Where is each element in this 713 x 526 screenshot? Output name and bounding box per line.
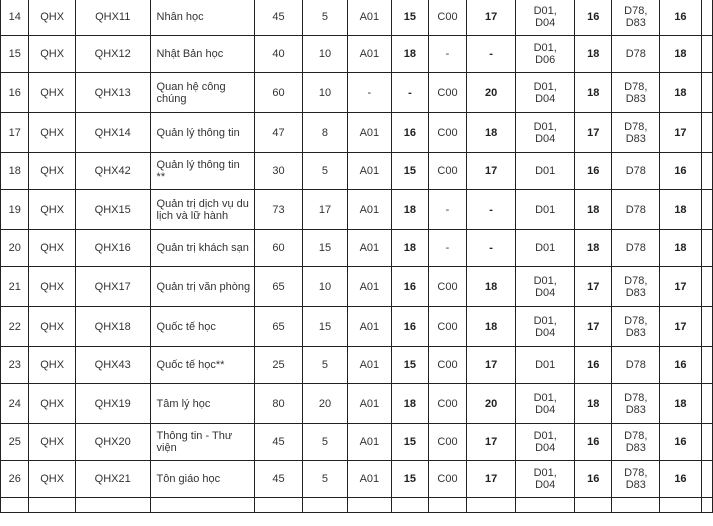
school-code-cell: QHX bbox=[29, 153, 75, 190]
major-name-cell: Quốc tế học bbox=[150, 307, 254, 347]
subject-group-2-cell: C00 bbox=[428, 384, 466, 424]
subject-group-4-cell: D78 bbox=[612, 36, 660, 73]
subject-group-1-cell: A01 bbox=[347, 347, 391, 384]
empty-cell bbox=[29, 498, 75, 513]
score-4-cell: 17 bbox=[660, 307, 701, 347]
school-code-cell: QHX bbox=[29, 113, 75, 153]
table-row bbox=[1, 190, 713, 230]
score-2-cell: 17 bbox=[467, 347, 516, 384]
score-3-cell: 18 bbox=[575, 230, 612, 267]
subject-group-2-cell: - bbox=[428, 230, 466, 267]
score-4-cell: 16 bbox=[660, 0, 701, 36]
score-1-cell: 15 bbox=[391, 0, 428, 36]
quota-cell: 40 bbox=[254, 36, 302, 73]
quota-extra-cell: 5 bbox=[303, 347, 348, 384]
clipped-edge-cell bbox=[701, 347, 712, 384]
empty-cell bbox=[150, 498, 254, 513]
row-number-cell: 23 bbox=[1, 347, 29, 384]
major-name-cell: Quản trị dịch vụ du lịch và lữ hành bbox=[150, 190, 254, 230]
score-2-cell: 18 bbox=[467, 267, 516, 307]
subject-group-1-cell: A01 bbox=[347, 113, 391, 153]
score-3-cell: 16 bbox=[575, 153, 612, 190]
score-3-cell: 18 bbox=[575, 73, 612, 113]
clipped-edge-cell bbox=[701, 113, 712, 153]
subject-group-3-cell: D01 bbox=[516, 153, 575, 190]
subject-group-1-cell: A01 bbox=[347, 267, 391, 307]
quota-cell: 45 bbox=[254, 461, 302, 498]
subject-group-2-cell: - bbox=[428, 36, 466, 73]
empty-cell bbox=[1, 498, 29, 513]
clipped-edge-cell bbox=[701, 153, 712, 190]
score-3-cell: 17 bbox=[575, 113, 612, 153]
clipped-edge-cell bbox=[701, 307, 712, 347]
subject-group-1-cell: A01 bbox=[347, 307, 391, 347]
score-1-cell: 16 bbox=[391, 113, 428, 153]
table-row bbox=[1, 153, 713, 190]
row-number-cell: 17 bbox=[1, 113, 29, 153]
major-name-cell: Quốc tế học** bbox=[150, 347, 254, 384]
quota-cell: 30 bbox=[254, 153, 302, 190]
major-name-cell: Nhật Bản học bbox=[150, 36, 254, 73]
score-3-cell: 18 bbox=[575, 384, 612, 424]
clipped-edge-cell bbox=[701, 0, 712, 36]
quota-cell: 60 bbox=[254, 230, 302, 267]
subject-group-3-cell: D01 bbox=[516, 347, 575, 384]
subject-group-4-cell: D78, D83 bbox=[612, 0, 660, 36]
score-4-cell: 18 bbox=[660, 73, 701, 113]
score-2-cell: 17 bbox=[467, 461, 516, 498]
quota-cell: 80 bbox=[254, 384, 302, 424]
row-number-cell: 26 bbox=[1, 461, 29, 498]
major-name-cell: Quản lý thông tin ** bbox=[150, 153, 254, 190]
table-row bbox=[1, 307, 713, 347]
score-1-cell: 16 bbox=[391, 307, 428, 347]
major-code-cell: QHX17 bbox=[75, 267, 150, 307]
subject-group-1-cell: A01 bbox=[347, 424, 391, 461]
subject-group-3-cell: D01, D04 bbox=[516, 307, 575, 347]
score-1-cell: 18 bbox=[391, 190, 428, 230]
clipped-edge-cell bbox=[701, 230, 712, 267]
score-1-cell: 18 bbox=[391, 230, 428, 267]
row-number-cell: 19 bbox=[1, 190, 29, 230]
empty-cell bbox=[254, 498, 302, 513]
row-number-cell: 25 bbox=[1, 424, 29, 461]
table-row bbox=[1, 267, 713, 307]
empty-cell bbox=[660, 498, 701, 513]
subject-group-3-cell: D01, D04 bbox=[516, 73, 575, 113]
table-row bbox=[1, 0, 713, 36]
subject-group-4-cell: D78, D83 bbox=[612, 461, 660, 498]
subject-group-2-cell: C00 bbox=[428, 461, 466, 498]
major-code-cell: QHX20 bbox=[75, 424, 150, 461]
quota-cell: 65 bbox=[254, 267, 302, 307]
score-2-cell: 18 bbox=[467, 113, 516, 153]
score-3-cell: 18 bbox=[575, 190, 612, 230]
quota-extra-cell: 5 bbox=[303, 424, 348, 461]
empty-cell bbox=[347, 498, 391, 513]
subject-group-1-cell: A01 bbox=[347, 461, 391, 498]
major-name-cell: Tâm lý học bbox=[150, 384, 254, 424]
empty-cell bbox=[612, 498, 660, 513]
major-code-cell: QHX21 bbox=[75, 461, 150, 498]
major-code-cell: QHX16 bbox=[75, 230, 150, 267]
subject-group-3-cell: D01, D04 bbox=[516, 461, 575, 498]
quota-extra-cell: 15 bbox=[303, 230, 348, 267]
subject-group-4-cell: D78 bbox=[612, 230, 660, 267]
subject-group-4-cell: D78, D83 bbox=[612, 113, 660, 153]
score-2-cell: 17 bbox=[467, 424, 516, 461]
table-row bbox=[1, 424, 713, 461]
clipped-edge-cell bbox=[701, 190, 712, 230]
quota-cell: 47 bbox=[254, 113, 302, 153]
quota-cell: 73 bbox=[254, 190, 302, 230]
subject-group-2-cell: C00 bbox=[428, 153, 466, 190]
score-1-cell: 18 bbox=[391, 36, 428, 73]
major-code-cell: QHX42 bbox=[75, 153, 150, 190]
quota-extra-cell: 15 bbox=[303, 307, 348, 347]
empty-cell bbox=[467, 498, 516, 513]
table-row-partial bbox=[1, 498, 713, 513]
score-2-cell: - bbox=[467, 190, 516, 230]
major-name-cell: Nhân học bbox=[150, 0, 254, 36]
score-1-cell: 15 bbox=[391, 347, 428, 384]
subject-group-3-cell: D01, D04 bbox=[516, 113, 575, 153]
clipped-edge-cell bbox=[701, 384, 712, 424]
row-number-cell: 18 bbox=[1, 153, 29, 190]
school-code-cell: QHX bbox=[29, 307, 75, 347]
school-code-cell: QHX bbox=[29, 0, 75, 36]
score-1-cell: 15 bbox=[391, 461, 428, 498]
subject-group-1-cell: A01 bbox=[347, 36, 391, 73]
subject-group-4-cell: D78 bbox=[612, 190, 660, 230]
quota-extra-cell: 5 bbox=[303, 153, 348, 190]
score-2-cell: 17 bbox=[467, 153, 516, 190]
subject-group-1-cell: - bbox=[347, 73, 391, 113]
school-code-cell: QHX bbox=[29, 190, 75, 230]
major-name-cell: Quản trị khách sạn bbox=[150, 230, 254, 267]
row-number-cell: 20 bbox=[1, 230, 29, 267]
subject-group-4-cell: D78 bbox=[612, 347, 660, 384]
subject-group-4-cell: D78, D83 bbox=[612, 73, 660, 113]
subject-group-1-cell: A01 bbox=[347, 190, 391, 230]
major-name-cell: Thông tin - Thư viện bbox=[150, 424, 254, 461]
score-4-cell: 18 bbox=[660, 384, 701, 424]
empty-cell bbox=[428, 498, 466, 513]
quota-cell: 65 bbox=[254, 307, 302, 347]
subject-group-1-cell: A01 bbox=[347, 153, 391, 190]
subject-group-1-cell: A01 bbox=[347, 230, 391, 267]
score-1-cell: - bbox=[391, 73, 428, 113]
score-3-cell: 16 bbox=[575, 0, 612, 36]
quota-extra-cell: 17 bbox=[303, 190, 348, 230]
row-number-cell: 21 bbox=[1, 267, 29, 307]
subject-group-1-cell: A01 bbox=[347, 0, 391, 36]
empty-cell bbox=[303, 498, 348, 513]
subject-group-3-cell: D01 bbox=[516, 190, 575, 230]
subject-group-3-cell: D01, D04 bbox=[516, 384, 575, 424]
score-4-cell: 18 bbox=[660, 36, 701, 73]
major-code-cell: QHX11 bbox=[75, 0, 150, 36]
subject-group-3-cell: D01 bbox=[516, 230, 575, 267]
table-row bbox=[1, 384, 713, 424]
subject-group-1-cell: A01 bbox=[347, 384, 391, 424]
table-row bbox=[1, 347, 713, 384]
clipped-edge-cell bbox=[701, 461, 712, 498]
subject-group-4-cell: D78, D83 bbox=[612, 267, 660, 307]
quota-cell: 45 bbox=[254, 0, 302, 36]
subject-group-3-cell: D01, D04 bbox=[516, 267, 575, 307]
major-code-cell: QHX19 bbox=[75, 384, 150, 424]
score-4-cell: 16 bbox=[660, 153, 701, 190]
major-name-cell: Quản trị văn phòng bbox=[150, 267, 254, 307]
score-4-cell: 16 bbox=[660, 461, 701, 498]
quota-extra-cell: 10 bbox=[303, 73, 348, 113]
empty-cell bbox=[516, 498, 575, 513]
subject-group-2-cell: C00 bbox=[428, 113, 466, 153]
table-body bbox=[1, 0, 713, 513]
table-row bbox=[1, 113, 713, 153]
table-row bbox=[1, 230, 713, 267]
empty-cell bbox=[575, 498, 612, 513]
subject-group-3-cell: D01, D04 bbox=[516, 0, 575, 36]
major-code-cell: QHX14 bbox=[75, 113, 150, 153]
major-code-cell: QHX43 bbox=[75, 347, 150, 384]
score-4-cell: 16 bbox=[660, 424, 701, 461]
empty-cell bbox=[701, 498, 712, 513]
subject-group-2-cell: C00 bbox=[428, 0, 466, 36]
clipped-edge-cell bbox=[701, 73, 712, 113]
subject-group-2-cell: C00 bbox=[428, 73, 466, 113]
major-code-cell: QHX12 bbox=[75, 36, 150, 73]
score-3-cell: 16 bbox=[575, 347, 612, 384]
score-3-cell: 16 bbox=[575, 461, 612, 498]
subject-group-4-cell: D78, D83 bbox=[612, 307, 660, 347]
school-code-cell: QHX bbox=[29, 230, 75, 267]
subject-group-2-cell: C00 bbox=[428, 347, 466, 384]
score-2-cell: 20 bbox=[467, 73, 516, 113]
score-1-cell: 18 bbox=[391, 384, 428, 424]
quota-cell: 60 bbox=[254, 73, 302, 113]
major-code-cell: QHX15 bbox=[75, 190, 150, 230]
quota-extra-cell: 20 bbox=[303, 384, 348, 424]
school-code-cell: QHX bbox=[29, 73, 75, 113]
score-4-cell: 17 bbox=[660, 113, 701, 153]
empty-cell bbox=[391, 498, 428, 513]
score-1-cell: 16 bbox=[391, 267, 428, 307]
score-3-cell: 17 bbox=[575, 267, 612, 307]
major-code-cell: QHX18 bbox=[75, 307, 150, 347]
subject-group-2-cell: C00 bbox=[428, 307, 466, 347]
score-2-cell: - bbox=[467, 230, 516, 267]
major-name-cell: Quan hệ công chúng bbox=[150, 73, 254, 113]
subject-group-2-cell: - bbox=[428, 190, 466, 230]
subject-group-3-cell: D01, D04 bbox=[516, 424, 575, 461]
school-code-cell: QHX bbox=[29, 461, 75, 498]
subject-group-2-cell: C00 bbox=[428, 267, 466, 307]
table-row bbox=[1, 461, 713, 498]
school-code-cell: QHX bbox=[29, 36, 75, 73]
subject-group-2-cell: C00 bbox=[428, 424, 466, 461]
score-4-cell: 18 bbox=[660, 190, 701, 230]
major-code-cell: QHX13 bbox=[75, 73, 150, 113]
score-4-cell: 17 bbox=[660, 267, 701, 307]
score-3-cell: 18 bbox=[575, 36, 612, 73]
empty-cell bbox=[75, 498, 150, 513]
subject-group-4-cell: D78, D83 bbox=[612, 424, 660, 461]
table-row bbox=[1, 73, 713, 113]
clipped-edge-cell bbox=[701, 424, 712, 461]
subject-group-3-cell: D01, D06 bbox=[516, 36, 575, 73]
clipped-edge-cell bbox=[701, 267, 712, 307]
school-code-cell: QHX bbox=[29, 424, 75, 461]
score-3-cell: 17 bbox=[575, 307, 612, 347]
score-3-cell: 16 bbox=[575, 424, 612, 461]
score-1-cell: 15 bbox=[391, 153, 428, 190]
score-2-cell: - bbox=[467, 36, 516, 73]
score-2-cell: 18 bbox=[467, 307, 516, 347]
row-number-cell: 15 bbox=[1, 36, 29, 73]
score-4-cell: 16 bbox=[660, 347, 701, 384]
row-number-cell: 16 bbox=[1, 73, 29, 113]
score-1-cell: 15 bbox=[391, 424, 428, 461]
quota-extra-cell: 10 bbox=[303, 267, 348, 307]
row-number-cell: 24 bbox=[1, 384, 29, 424]
major-name-cell: Quản lý thông tin bbox=[150, 113, 254, 153]
school-code-cell: QHX bbox=[29, 384, 75, 424]
quota-extra-cell: 5 bbox=[303, 461, 348, 498]
row-number-cell: 14 bbox=[1, 0, 29, 36]
score-2-cell: 17 bbox=[467, 0, 516, 36]
school-code-cell: QHX bbox=[29, 347, 75, 384]
score-2-cell: 20 bbox=[467, 384, 516, 424]
major-name-cell: Tôn giáo học bbox=[150, 461, 254, 498]
school-code-cell: QHX bbox=[29, 267, 75, 307]
quota-cell: 25 bbox=[254, 347, 302, 384]
subject-group-4-cell: D78 bbox=[612, 153, 660, 190]
quota-extra-cell: 5 bbox=[303, 0, 348, 36]
subject-group-4-cell: D78, D83 bbox=[612, 384, 660, 424]
clipped-edge-cell bbox=[701, 36, 712, 73]
quota-extra-cell: 10 bbox=[303, 36, 348, 73]
table-row bbox=[1, 36, 713, 73]
quota-cell: 45 bbox=[254, 424, 302, 461]
quota-extra-cell: 8 bbox=[303, 113, 348, 153]
row-number-cell: 22 bbox=[1, 307, 29, 347]
score-4-cell: 18 bbox=[660, 230, 701, 267]
